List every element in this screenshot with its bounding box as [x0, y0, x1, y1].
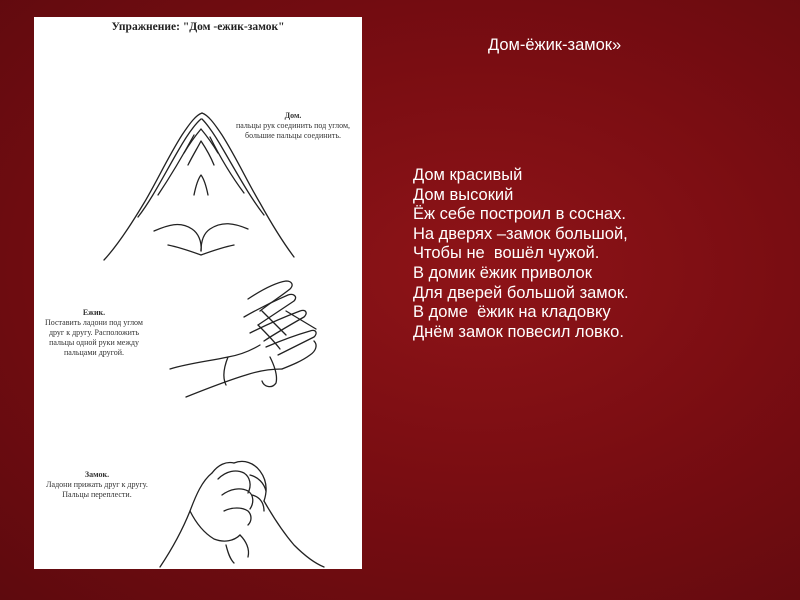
- exercise-sheet: [34, 17, 362, 569]
- hedgehog-caption-text: Поставить ладони под углом друг к другу. Расположить пальцы одной руки между пальцами другой.: [45, 318, 143, 357]
- slide-title: Дом-ёжик-замок»: [488, 36, 622, 54]
- hedgehog-caption: [38, 308, 150, 358]
- lock-hands-icon: [156, 445, 326, 570]
- poem: [413, 166, 629, 342]
- hedgehog-hands-icon: [166, 271, 346, 401]
- poem-line: Чтобы не вошёл чужой.: [413, 244, 600, 263]
- poem-line: Дом высокий: [413, 185, 514, 204]
- house-caption-title: Дом.: [284, 111, 302, 120]
- poem-line: В домик ёжик приволок: [413, 263, 592, 282]
- poem-line: Ёж себе построил в соснах.: [413, 205, 626, 224]
- poem-line: Днём замок повесил ловко.: [413, 322, 624, 341]
- sheet-title: Упражнение: "Дом -ежик-замок": [111, 21, 285, 33]
- hedgehog-caption-title: Ежик.: [82, 308, 106, 317]
- house-caption-text: пальцы рук соединить под углом, большие пальцы соединить.: [235, 121, 351, 140]
- poem-line: Дом красивый: [413, 166, 523, 184]
- poem-line: Для дверей большой замок.: [413, 283, 629, 302]
- lock-caption: [38, 470, 156, 500]
- house-caption: [226, 111, 360, 141]
- lock-caption-text: Ладони прижать друг к другу. Пальцы переплести.: [46, 480, 148, 499]
- lock-caption-title: Замок.: [84, 470, 110, 479]
- poem-line: На дверях –замок большой,: [413, 224, 628, 243]
- poem-line: В доме ёжик на кладовку: [413, 303, 611, 322]
